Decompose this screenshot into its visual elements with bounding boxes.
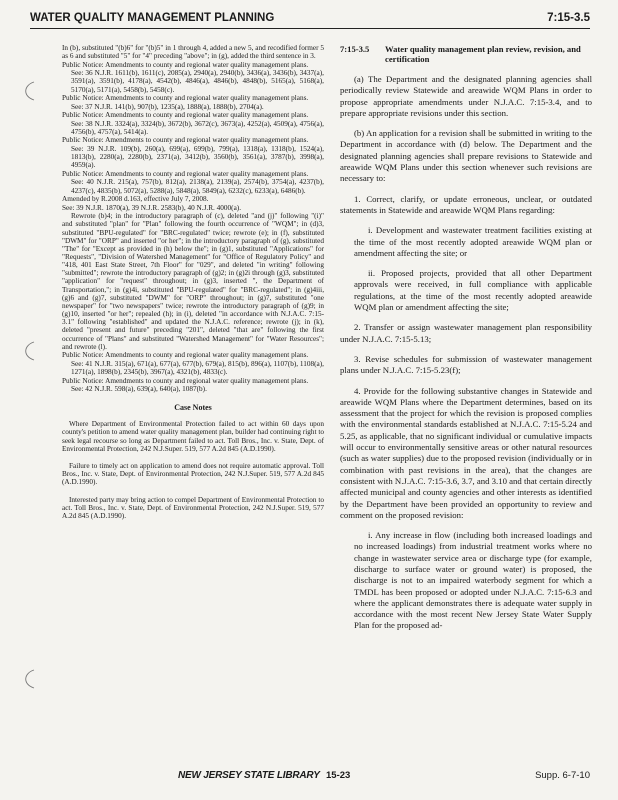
history-note: Rewrote (b)4; in the introductory paragraph of (c), deleted "and (j)" following "(i)" and substituted "plan" for "Plan" following the fourth occurrence of "WQM"; in (d)3, substituted "BPU-regulated" for "BRC-regulated" twice; rewrote (e); in (f), substituted "DWM" for "ORP" and inserted "or her"; in the introductory paragraph of (g), substituted "The" for "Except as provided in (h) below the"; in (g)1, substituted "Applications" for "Requests", "Division of Watershed Management" for "Office of Regulatory Policy" and "418, 401 East State Street, 7th Floor" for "029", and deleted "in writing" following "submitted"; rewrote the introductory paragraph of (g)2; in (g)2i through (g)3, substituted "application" for "request" throughout; in (g)3, inserted ", the Department of Transportation,"; in (g)4i, substituted "BPU-regulated" for "BRC-regulated"; in (g)4iii, (g)6 and (g)7, substituted "DWM" for "ORP" throughout; in (g)7, substituted "one newspaper" for "two newspapers" twice; rewrote the introductory paragraph of (g)9; in (g)10, inserted "or her"; repealed (h); in (i), deleted "in accordance with N.J.A.C. 7:15-3.1" following "established" and updated the N.J.A.C. reference; rewrote (j); in (k), deleted "present and future" preceding "201", deleted "that are" following the first occurrence of "Plans" and substituted "Watershed Management" for "Water Resources"; and rewrote (l). [62,212,324,351]
section-paragraph: 3. Revise schedules for submission of wastewater management plans under N.J.A.C. 7:15-5.23(f); [340,353,592,376]
history-note: Public Notice: Amendments to county and regional water quality management plans. [62,351,309,360]
section-paragraph: i. Development and wastewater treatment facilities existing at the time of the most recently adopted areawide WQM plan or amendment affecting the site; or [354,225,592,258]
page-number: 15-23 [326,770,351,781]
binder-hole-mark [18,668,40,690]
history-note: See: 40 N.J.R. 215(a), 757(b), 812(a), 2138(a), 2139(a), 2574(b), 3754(a), 4237(b), 4237(c), 4835(b), 5072(a), 5288(a), 5848(a), 5849(a), 6232(c), 6233(a), 6486(b). [71,178,324,195]
section-paragraph: i. Any increase in flow (including both increased loadings and no increased loadings) from industrial treatment works where no change in wastewater service area or discharge type (for example, discharge to surface water or ground water) is proposed, the discharge is not to an impaired waterbody segment for which a TMDL has been proposed or adopted under N.J.A.C. 7:15-6.3 and where the applicant demonstrates there is adequate water supply in accordance with the most recent New Jersey State Water Supply Plan for the proposed ad- [354,530,592,631]
history-note: See: 37 N.J.R. 141(b), 907(b), 1235(a), 1888(a), 1888(b), 2704(a). [71,102,264,111]
section-paragraph: (b) An application for a revision shall be submitted in writing to the Department in accordance with (d) below. The Department and the designated planning agencies shall prepare revisions to Statewide and areawide WQM Plans under this section whenever such revisions are necessary to: [340,128,592,184]
history-note: Amended by R.2008 d.163, effective July 7, 2008. [62,195,209,204]
section-title: Water quality management plan review, revision, and certification [385,44,581,64]
history-note: Public Notice: Amendments to county and regional water quality management plans. [62,169,309,178]
history-note: Public Notice: Amendments to county and regional water quality management plans. [62,136,309,145]
history-note: See: 39 N.J.R. 109(b), 260(a), 699(a), 699(b), 799(a), 1318(a), 1318(b), 1524(a), 1813(b), 2280(a), 2280(b), 2371(a), 3412(b), 3560(b), 3561(a), 3787(b), 3998(a), 4959(a). [71,145,324,170]
header-section-ref: 7:15-3.5 [547,12,590,24]
case-note: Failure to timely act on application to amend does not require automatic approval. Toll Bros., Inc. v. State, Dept. of Environmental Protection, 242 N.J.Super. 519, 577 A.2d 845 (A.D.1990). [62,462,324,487]
history-note: See: 42 N.J.R. 598(a), 639(a), 640(a), 1087(b). [71,385,207,394]
running-header [30,12,590,29]
case-notes [62,420,324,520]
history-notes [62,44,324,393]
binder-hole-mark [18,340,40,362]
history-note: Public Notice: Amendments to county and regional water quality management plans. [62,60,309,69]
case-notes-heading: Case Notes [174,403,212,413]
history-note: See: 39 N.J.R. 1870(a), 39 N.J.R. 2583(b), 40 N.J.R. 4000(a). [62,203,242,212]
section-paragraph: 4. Provide for the following substantive changes in Statewide and areawide WQM Plans where the Department determines, based on its assessment that the project for which the revision is proposed complies with the environmental standards established at N.J.A.C. 7:15-5.24 and 5.25, as applicable, that no significant individual or cumulative impacts will occur to environmentally sensitive areas or other natural resources (such as water supplies) due to the proposed revision (individually or in combination with past revisions in the area), that the changes are consistent with N.J.A.C. 7:15-3.6, 3.7, and 3.10 and that certain directly affected municipal and county agencies and other interests as identified by the Department have been provided an opportunity to review and comment on the proposed revision: [340,385,593,520]
section-paragraph: 1. Correct, clarify, or update erroneous, unclear, or outdated statements in Statewide and areawide WQM Plans regarding: [340,193,592,215]
supplement-date: Supp. 6-7-10 [535,770,590,781]
history-note: In (b), substituted "(b)6" for "(b)5" in 1 through 4, added a new 5, and recodified former 5 as 6 and substituted "5" for "4" preceding "above"; in (g), added the third sentence in 3. [62,44,324,61]
history-note: Public Notice: Amendments to county and regional water quality management plans. [62,376,309,385]
section-paragraph: ii. Proposed projects, provided that all other Department approvals were received, in full compliance with applicable regulations, at the time of the most recently adopted areawide WQM plan or amendment affecting the site; [354,268,592,313]
section-paragraph: (a) The Department and the designated planning agencies shall periodically review Statewide and areawide WQM Plans in order to propose appropriate amendments under N.J.A.C. 7:15-3.4, and to prepare appropriate revisions under this section. [340,74,592,118]
history-note: See: 38 N.J.R. 3324(a), 3324(b), 3672(b), 3672(c), 3673(a), 4252(a), 4509(a), 4756(a), 4756(b), 4757(a), 5414(a). [71,119,324,136]
right-column [340,44,592,641]
history-note: See: 36 N.J.R. 1611(b), 1611(c), 2085(a), 2940(a), 2940(b), 3436(a), 3436(b), 3437(a), 3591(a), 3591(b), 4178(a), 4542(b), 4846(a), 4846(b), 4848(b), 5165(a), 5168(a), 5170(a), 5171(a), 5458(b), 5458(c). [71,69,324,94]
section-number: 7:15-3.5 [340,44,370,54]
case-note: Interested party may bring action to compel Department of Environmental Protection to act. Toll Bros., Inc. v. State, Dept. of Environmental Protection, 242 N.J.Super. 519, 577 A.2d 845 (A.D.1990). [62,495,324,521]
history-note: Public Notice: Amendments to county and regional water quality management plans. [62,111,309,120]
header-title: WATER QUALITY MANAGEMENT PLANNING [30,12,275,24]
section-heading [340,44,592,64]
history-note: Public Notice: Amendments to county and regional water quality management plans. [62,94,309,103]
section-paragraph: 2. Transfer or assign wastewater management plan responsibility under N.J.A.C. 7:15-5.13; [340,322,592,344]
library-stamp: NEW JERSEY STATE LIBRARY [178,770,320,781]
case-note: Where Department of Environmental Protection failed to act within 60 days upon county's petition to amend water quality management plan, builder had continuing right to seek legal recourse so long as Department failed to act. Toll Bros., Inc. v. State, Dept. of Environmental Protection, 242 N.J.Super. 519, 577 A.2d 845 (A.D.1990). [62,420,324,453]
binder-hole-mark [18,80,40,102]
history-note: See: 41 N.J.R. 315(a), 671(a), 677(a), 677(b), 679(a), 815(b), 896(a), 1107(b), 1108(a), 1271(a), 1898(b), 2345(b), 3967(a), 4321(b), 4833(c). [71,359,324,376]
page-footer [0,770,618,788]
left-column [62,44,324,529]
